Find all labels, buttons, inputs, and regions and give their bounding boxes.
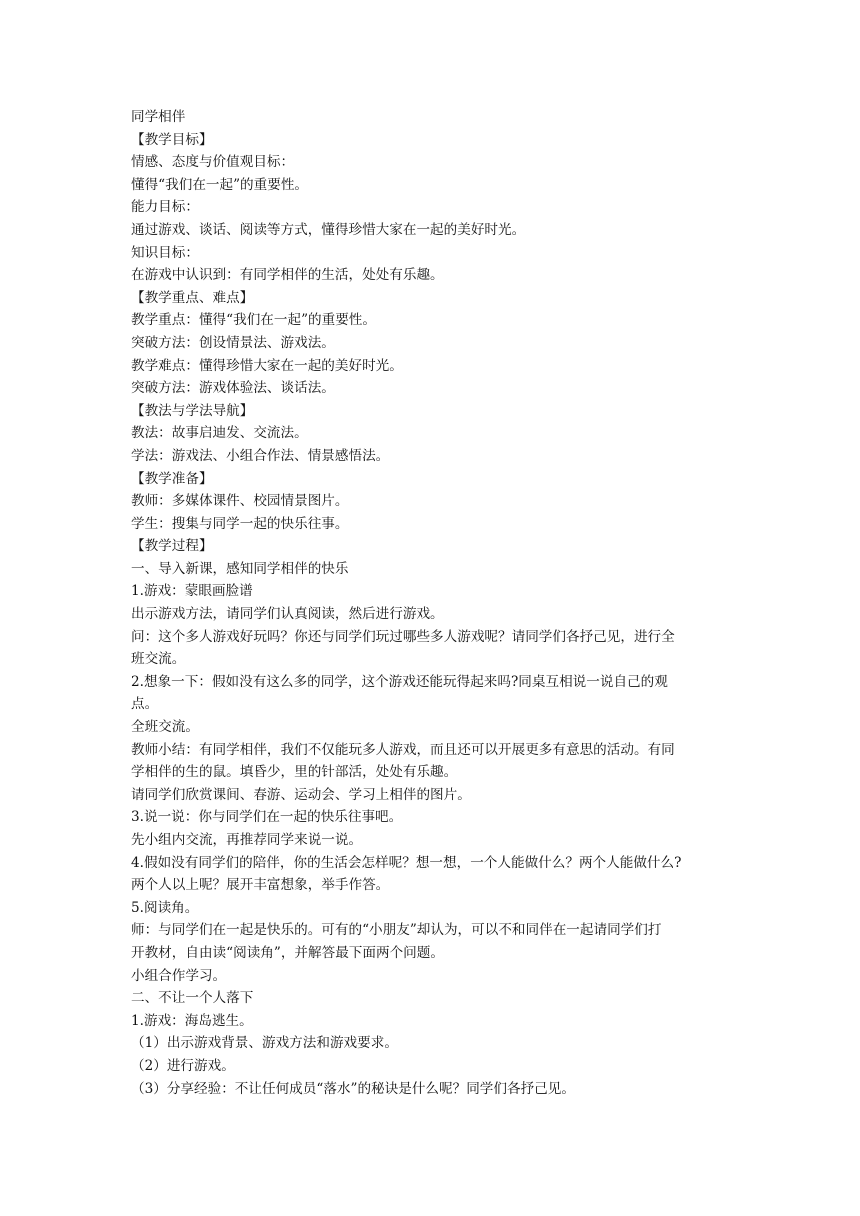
paragraph-line: （1）出示游戏背景、游戏方法和游戏要求。: [131, 1035, 398, 1052]
paragraph-line: 知识目标：: [131, 244, 199, 261]
paragraph-line: 通过游戏、谈话、阅读等方式，懂得珍惜大家在一起的美好时光。: [131, 221, 526, 238]
paragraph-line: 请同学们欣赏课间、春游、运动会、学习上相伴的图片。: [131, 786, 471, 803]
paragraph-line: 突破方法：游戏体验法、谈话法。: [131, 380, 335, 397]
paragraph-line: 班交流。: [131, 651, 186, 668]
paragraph-line: 全班交流。: [131, 719, 199, 736]
paragraph-line: 在游戏中认识到：有同学相伴的生活，处处有乐趣。: [131, 267, 444, 284]
section-heading: 【教法与学法导航】: [131, 402, 254, 419]
document-title: 同学相伴: [131, 109, 186, 125]
paragraph-line: 1.游戏：蒙眼画脸谱: [131, 583, 253, 600]
paragraph-line: （2）进行游戏。: [131, 1057, 235, 1074]
paragraph-line: 教学难点：懂得珍惜大家在一起的美好时光。: [131, 357, 403, 374]
section-heading: 【教学目标】: [131, 131, 213, 148]
document-body: [131, 106, 731, 1100]
paragraph-line: 教法：故事启迪发、交流法。: [131, 425, 308, 442]
paragraph-line: 教师小结：有同学相伴，我们不仅能玩多人游戏，而且还可以开展更多有意思的活动。有同: [131, 741, 675, 758]
paragraph-line: 学生：搜集与同学一起的快乐往事。: [131, 515, 349, 532]
paragraph-line: 3.说一说：你与同学们在一起的快乐往事吧。: [131, 809, 403, 826]
paragraph-line: 教师：多媒体课件、校园情景图片。: [131, 493, 349, 510]
paragraph-line: 点。: [131, 696, 159, 713]
subsection-heading: 一、导入新课，感知同学相伴的快乐: [131, 560, 349, 577]
paragraph-line: 4.假如没有同学们的陪伴，你的生活会怎样呢？想一想，一个人能做什么？两个人能做什么?: [131, 854, 682, 871]
section-heading: 【教学准备】: [131, 470, 213, 487]
paragraph-line: 两个人以上呢？展开丰富想象，举手作答。: [131, 877, 390, 894]
paragraph-line: 5.阅读角。: [131, 899, 199, 916]
paragraph-line: 懂得“我们在一起”的重要性。: [131, 176, 309, 193]
paragraph-line: （3）分享经验：不让任何成员“落水”的秘诀是什么呢？同学们各抒己见。: [131, 1080, 575, 1097]
paragraph-line: 学相伴的生的鼠。填昏少，里的针部活，处处有乐趣。: [131, 764, 458, 781]
paragraph-line: 问：这个多人游戏好玩吗？你还与同学们玩过哪些多人游戏呢？请同学们各抒己见，进行全: [131, 628, 675, 645]
section-heading: 【教学过程】: [131, 538, 213, 555]
paragraph-line: 出示游戏方法，请同学们认真阅读，然后进行游戏。: [131, 606, 444, 623]
subsection-heading: 二、不让一个人落下: [131, 990, 254, 1007]
paragraph-line: 教学重点：懂得“我们在一起”的重要性。: [131, 312, 376, 329]
paragraph-line: 2.想象一下：假如没有这么多的同学，这个游戏还能玩得起来吗?同桌互相说一说自己的观: [131, 673, 668, 690]
paragraph-line: 开教材，自由读“阅读角”，并解答最下面两个问题。: [131, 944, 444, 961]
paragraph-line: 情感、态度与价值观目标：: [131, 154, 295, 171]
paragraph-line: 突破方法：创设情景法、游戏法。: [131, 334, 335, 351]
section-heading: 【教学重点、难点】: [131, 289, 254, 306]
paragraph-line: 学法：游戏法、小组合作法、情景感悟法。: [131, 447, 390, 464]
paragraph-line: 1.游戏：海岛逃生。: [131, 1012, 253, 1029]
paragraph-line: 先小组内交流，再推荐同学来说一说。: [131, 832, 363, 848]
paragraph-line: 小组合作学习。: [131, 967, 227, 984]
paragraph-line: 能力目标：: [131, 199, 199, 216]
paragraph-line: 师：与同学们在一起是快乐的。可有的“小朋友”却认为，可以不和同伴在一起请同学们打: [131, 922, 662, 939]
